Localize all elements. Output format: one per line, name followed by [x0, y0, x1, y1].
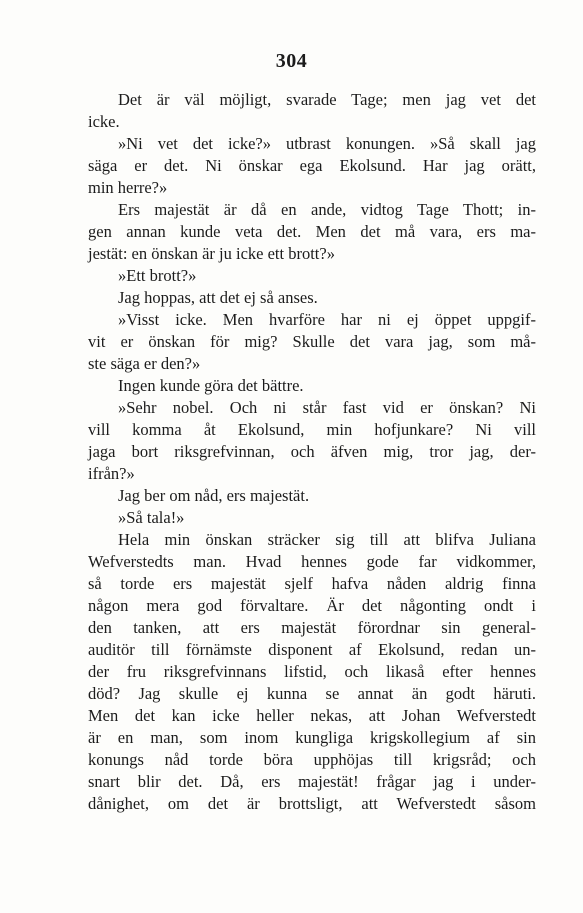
text-line: Wefverstedts man. Hvad hennes gode far vidkommer, [88, 552, 536, 571]
text-line: vill komma åt Ekolsund, min hofjunkare? Ni vill [88, 420, 536, 439]
text-line: »Sehr nobel. Och ni står fast vid er önskan? Ni [118, 398, 536, 417]
text-line: »Ett brott?» [118, 266, 197, 285]
text-line: ste säga er den?» [88, 354, 201, 373]
text-line: icke. [88, 112, 120, 131]
text-line: der fru riksgrefvinnans lifstid, och likaså efter hennes [88, 662, 536, 681]
text-line: ifrån?» [88, 464, 135, 483]
text-line: »Visst icke. Men hvarföre har ni ej öppet uppgif- [118, 310, 536, 329]
text-line: någon mera god förvaltare. Är det någonting ondt i [88, 596, 536, 615]
text-line: Ers majestät är då en ande, vidtog Tage Thott; in- [118, 200, 536, 219]
page-number: 304 [275, 50, 308, 72]
body-text [88, 89, 536, 815]
text-line: gen annan kunde veta det. Men det må vara, ers ma- [88, 222, 536, 241]
text-line: så torde ers majestät sjelf hafva nåden aldrig finna [88, 574, 536, 593]
text-line: jaga bort riksgrefvinnan, och äfven mig, tror jag, der- [88, 442, 536, 461]
text-line: den tanken, att ers majestät förordnar sin general- [88, 618, 536, 637]
text-line: Ingen kunde göra det bättre. [118, 376, 304, 395]
text-line: är en man, som inom kungliga krigskollegium af sin [88, 728, 536, 747]
text-line: Det är väl möjligt, svarade Tage; men jag vet det [118, 90, 536, 109]
text-line: dånighet, om det är brottsligt, att Wefverstedt såsom [88, 794, 536, 813]
text-line: Jag ber om nåd, ers majestät. [118, 486, 310, 505]
text-line: auditör till förnämste disponent af Ekolsund, redan un- [88, 640, 536, 659]
text-line: »Ni vet det icke?» utbrast konungen. »Så skall jag [118, 134, 536, 153]
text-line: död? Jag skulle ej kunna se annat än godt häruti. [88, 684, 536, 703]
text-line: jestät: en önskan är ju icke ett brott?» [88, 244, 335, 263]
text-line: Jag hoppas, att det ej så anses. [118, 288, 318, 307]
text-line: vit er önskan för mig? Skulle det vara jag, som må- [88, 332, 536, 351]
text-line: Hela min önskan sträcker sig till att blifva Juliana [118, 530, 536, 549]
text-line: konungs nåd torde böra upphöjas till krigsråd; och [88, 750, 536, 769]
text-line: »Så tala!» [118, 508, 185, 527]
text-line: Men det kan icke heller nekas, att Johan Wefverstedt [88, 706, 536, 725]
text-line: min herre?» [88, 178, 168, 197]
text-line: snart blir det. Då, ers majestät! frågar jag i under- [88, 772, 536, 791]
text-line: säga er det. Ni önskar ega Ekolsund. Har jag orätt, [88, 156, 536, 175]
